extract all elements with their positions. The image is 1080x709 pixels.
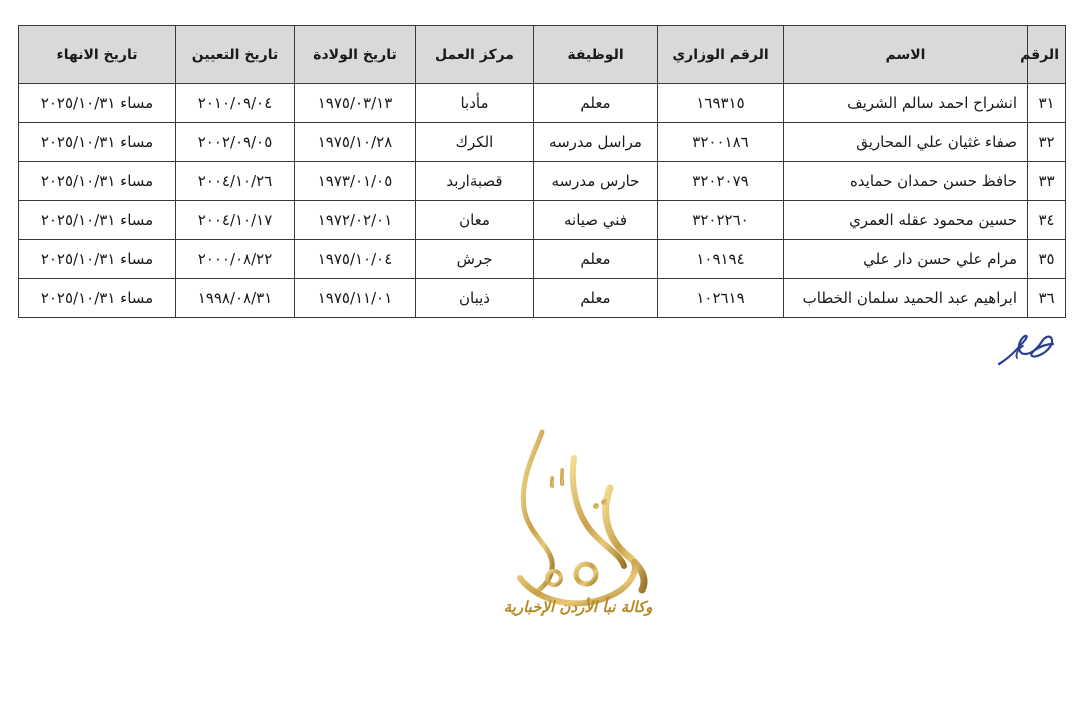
cell-end-date: مساء ٢٠٢٥/١٠/٣١ (19, 240, 176, 279)
header-job: الوظيفة (534, 26, 658, 84)
cell-end-date: مساء ٢٠٢٥/١٠/٣١ (19, 84, 176, 123)
cell-workplace: مأدبا (416, 84, 534, 123)
cell-appointment-date: ٢٠١٠/٠٩/٠٤ (176, 84, 295, 123)
table-row (19, 240, 1066, 279)
cell-end-date: مساء ٢٠٢٥/١٠/٣١ (19, 279, 176, 318)
table-row (19, 201, 1066, 240)
cell-ministry-id: ١٠٩١٩٤ (658, 240, 784, 279)
cell-name: مرام علي حسن دار علي (784, 240, 1028, 279)
cell-num: ٣٥ (1028, 240, 1066, 279)
cell-name: حسين محمود عقله العمري (784, 201, 1028, 240)
cell-birth-date: ١٩٧٣/٠١/٠٥ (295, 162, 416, 201)
cell-appointment-date: ٢٠٠٤/١٠/٢٦ (176, 162, 295, 201)
cell-birth-date: ١٩٧٥/١٠/٢٨ (295, 123, 416, 162)
cell-birth-date: ١٩٧٢/٠٢/٠١ (295, 201, 416, 240)
signature-icon (995, 328, 1057, 368)
cell-workplace: الكرك (416, 123, 534, 162)
cell-end-date: مساء ٢٠٢٥/١٠/٣١ (19, 123, 176, 162)
cell-ministry-id: ٣٢٠٢٢٦٠ (658, 201, 784, 240)
cell-ministry-id: ٣٢٠٢٠٧٩ (658, 162, 784, 201)
cell-name: ابراهيم عبد الحميد سلمان الخطاب (784, 279, 1028, 318)
cell-workplace: ذيبان (416, 279, 534, 318)
cell-end-date: مساء ٢٠٢٥/١٠/٣١ (19, 201, 176, 240)
cell-job: معلم (534, 279, 658, 318)
header-appointment-date: تاريخ التعيين (176, 26, 295, 84)
cell-job: مراسل مدرسه (534, 123, 658, 162)
cell-appointment-date: ٢٠٠٤/١٠/١٧ (176, 201, 295, 240)
cell-job: معلم (534, 240, 658, 279)
cell-name: صفاء غثيان علي المحاريق (784, 123, 1028, 162)
cell-ministry-id: ٣٢٠٠١٨٦ (658, 123, 784, 162)
cell-num: ٣٤ (1028, 201, 1066, 240)
cell-num: ٣٢ (1028, 123, 1066, 162)
table-header (19, 26, 1066, 84)
logo-caption: وكالة نبأ الأردن الإخبارية (503, 598, 653, 616)
table-row (19, 84, 1066, 123)
cell-job: حارس مدرسه (534, 162, 658, 201)
cell-workplace: قصبةاربد (416, 162, 534, 201)
header-workplace: مركز العمل (416, 26, 534, 84)
table-row (19, 123, 1066, 162)
cell-workplace: جرش (416, 240, 534, 279)
header-name: الاسم (784, 26, 1028, 84)
cell-name: حافظ حسن حمدان حمايده (784, 162, 1028, 201)
table-body (19, 84, 1066, 318)
cell-appointment-date: ١٩٩٨/٠٨/٣١ (176, 279, 295, 318)
cell-ministry-id: ١٦٩٣١٥ (658, 84, 784, 123)
header-birth-date: تاريخ الولادة (295, 26, 416, 84)
cell-num: ٣٦ (1028, 279, 1066, 318)
cell-name: انشراح احمد سالم الشريف (784, 84, 1028, 123)
table-row (19, 279, 1066, 318)
cell-birth-date: ١٩٧٥/٠٣/١٣ (295, 84, 416, 123)
cell-birth-date: ١٩٧٥/١١/٠١ (295, 279, 416, 318)
cell-num: ٣٣ (1028, 162, 1066, 201)
header-num: الرقم (1028, 26, 1066, 84)
table-row (19, 162, 1066, 201)
cell-birth-date: ١٩٧٥/١٠/٠٤ (295, 240, 416, 279)
cell-end-date: مساء ٢٠٢٥/١٠/٣١ (19, 162, 176, 201)
cell-job: فني صيانه (534, 201, 658, 240)
cell-appointment-date: ٢٠٠٠/٠٨/٢٢ (176, 240, 295, 279)
cell-appointment-date: ٢٠٠٢/٠٩/٠٥ (176, 123, 295, 162)
cell-job: معلم (534, 84, 658, 123)
cell-workplace: معان (416, 201, 534, 240)
employees-table (18, 25, 1066, 318)
header-ministry-id: الرقم الوزاري (658, 26, 784, 84)
header-end-date: تاريخ الانهاء (19, 26, 176, 84)
header-row (19, 26, 1066, 84)
cell-ministry-id: ١٠٢٦١٩ (658, 279, 784, 318)
cell-num: ٣١ (1028, 84, 1066, 123)
